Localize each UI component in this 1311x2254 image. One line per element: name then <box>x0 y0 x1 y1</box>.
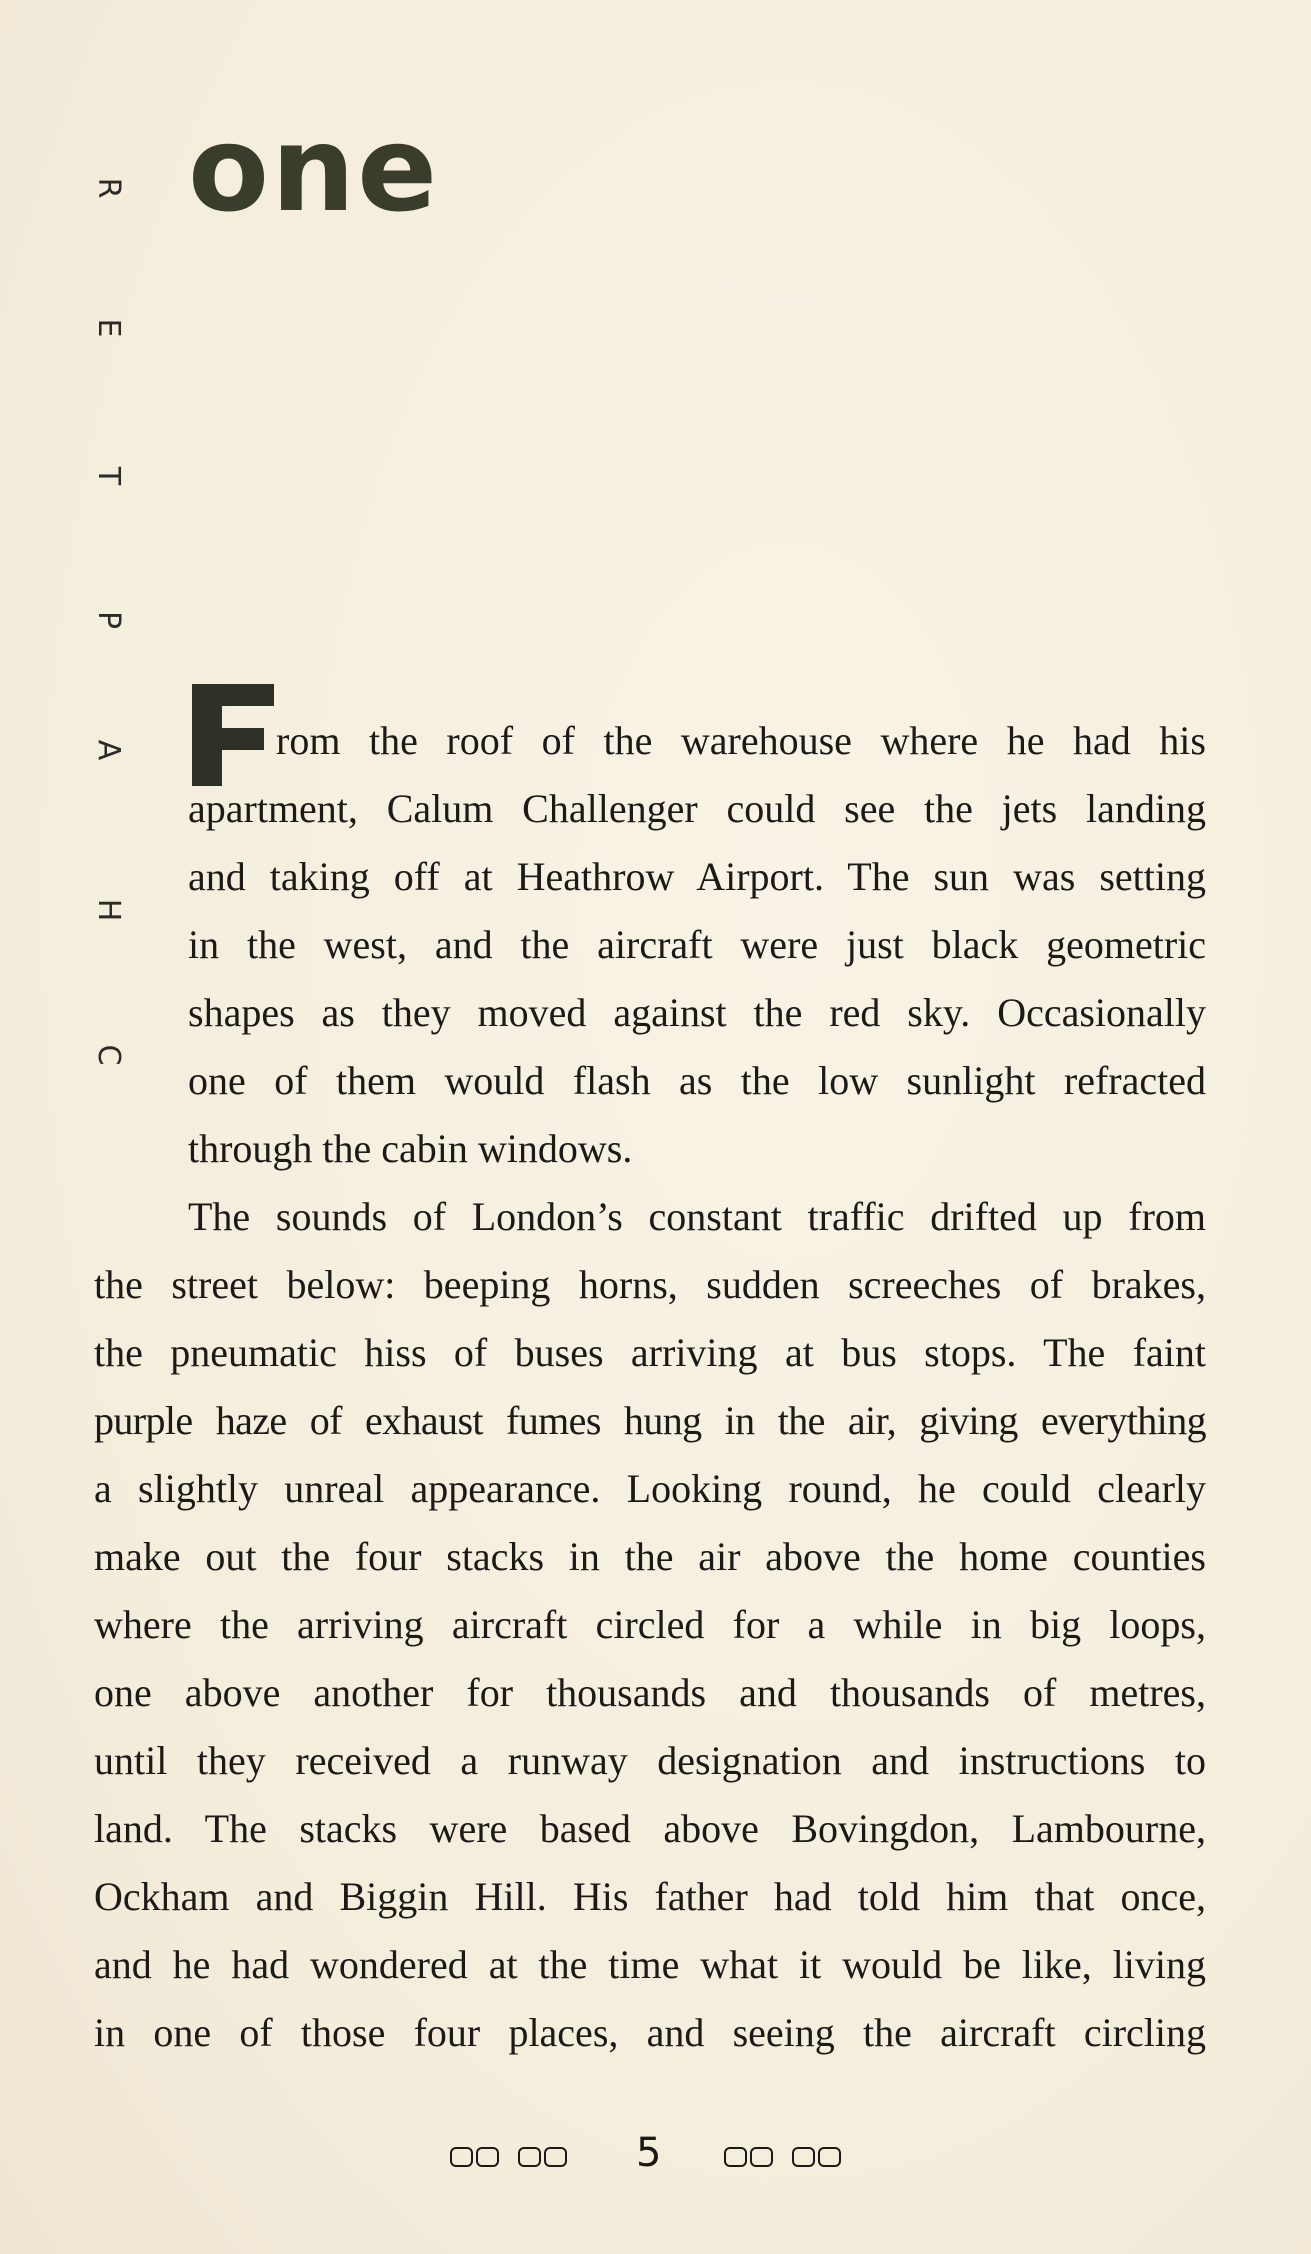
paragraph-2-line: make out the four stacks in the air above the home counties <box>94 1534 1206 1579</box>
chapter-letter-h: H <box>91 898 126 922</box>
chapter-vertical-label <box>88 0 128 1100</box>
paragraph-2-line: Ockham and Biggin Hill. His father had told him that once, <box>94 1874 1206 1919</box>
paragraph-2-line: a slightly unreal appearance. Looking round, he could clearly <box>94 1466 1206 1511</box>
paragraph-2-line: in one of those four places, and seeing the aircraft circling <box>94 2010 1206 2055</box>
paragraph-2-line: The sounds of London’s constant traffic drifted up from <box>188 1194 1206 1239</box>
paragraph-1-line: one of them would flash as the low sunlight refracted <box>188 1058 1206 1103</box>
paragraph-2-line: land. The stacks were based above Bovingdon, Lambourne, <box>94 1806 1206 1851</box>
drop-cap-letter <box>192 684 274 786</box>
chapter-title: one <box>188 100 440 238</box>
chapter-letter-r: R <box>91 177 126 199</box>
page-footer <box>0 2128 1311 2178</box>
page-number: 5 <box>636 2130 662 2176</box>
paragraph-1-line: shapes as they moved against the red sky. Occasionally <box>188 990 1206 1035</box>
paragraph-2-line: the street below: beeping horns, sudden screeches of brakes, <box>94 1262 1206 1307</box>
paragraph-1-line: in the west, and the aircraft were just black geometric <box>188 922 1206 967</box>
footer-ornament-right <box>724 2144 844 2174</box>
chapter-letter-p: P <box>91 610 126 630</box>
paragraph-2-line: where the arriving aircraft circled for a while in big loops, <box>94 1602 1206 1647</box>
paragraph-2-line: the pneumatic hiss of buses arriving at bus stops. The faint <box>94 1330 1206 1375</box>
chapter-letter-e: E <box>91 318 126 338</box>
paragraph-2-line: until they received a runway designation and instructions to <box>94 1738 1206 1783</box>
paragraph-2-line: one above another for thousands and thousands of metres, <box>94 1670 1206 1715</box>
footer-ornament-left <box>450 2144 570 2174</box>
paragraph-1-line: rom the roof of the warehouse where he had his <box>276 718 1206 763</box>
chapter-letter-c: C <box>91 1044 126 1066</box>
chapter-letter-a: A <box>91 739 126 761</box>
chapter-letter-t: T <box>91 466 126 486</box>
paragraph-1-line: and taking off at Heathrow Airport. The sun was setting <box>188 854 1206 899</box>
paragraph-1-line: apartment, Calum Challenger could see the jets landing <box>188 786 1206 831</box>
paragraph-2-line: and he had wondered at the time what it would be like, living <box>94 1942 1206 1987</box>
paragraph-1-line: through the cabin windows. <box>188 1126 633 1171</box>
paragraph-2-line: purple haze of exhaust fumes hung in the air, giving everything <box>94 1398 1206 1443</box>
